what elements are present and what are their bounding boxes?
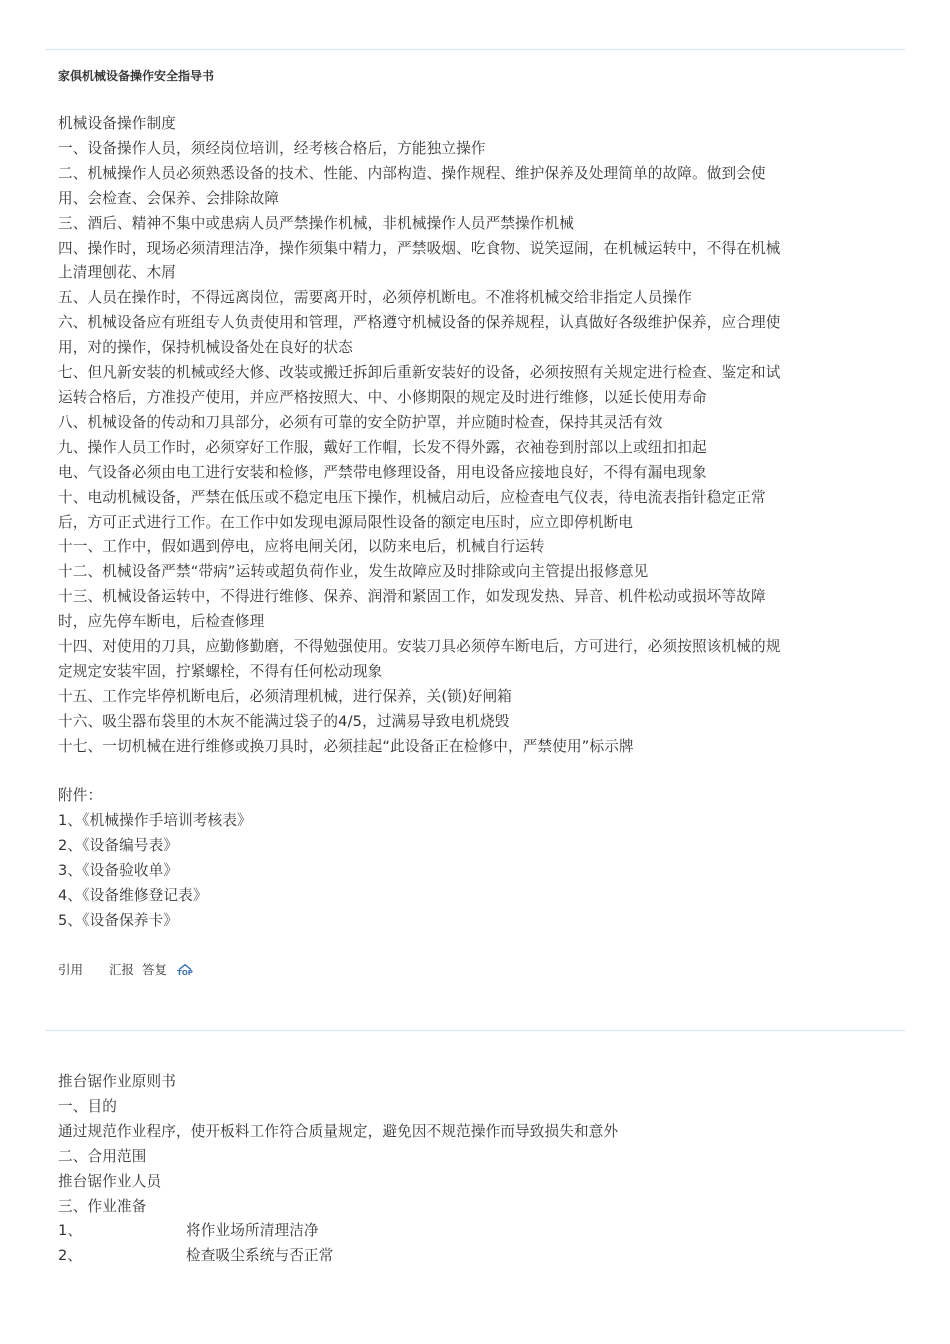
post-actions [58, 961, 193, 979]
section-line: 推台锯作业人员 [58, 1172, 162, 1190]
rule-line: 十二、机械设备严禁“带病”运转或超负荷作业，发生故障应及时排除或向主管提出报修意见 [58, 563, 649, 581]
post-2 [58, 1070, 898, 1269]
section-line: 二、合用范围 [58, 1147, 147, 1165]
step-text: 检查吸尘系统与否正常 [186, 1247, 334, 1265]
rule-line: 七、但凡新安装的机械或经大修、改装或搬迁拆卸后重新安装好的设备，必须按照有关规定进行检查、鉴定和试 [58, 364, 781, 382]
post-divider [45, 1030, 905, 1031]
attachments-label: 附件： [58, 787, 103, 805]
rule-line: 运转合格后，方准投产使用，并应严格按照大、中、小修期限的规定及时进行维修，以延长使用寿命 [58, 388, 707, 406]
rule-line: 八、机械设备的传动和刀具部分，必须有可靠的安全防护罩，并应随时检查，保持其灵活有效 [58, 413, 663, 431]
attachment-item: 2、《设备编号表》 [58, 837, 179, 855]
quote-link[interactable]: 引用 [58, 962, 84, 977]
rule-line: 时，应先停车断电，后检查修理 [58, 613, 265, 631]
post-divider-top [45, 49, 905, 50]
rule-line: 定规定安装牢固，拧紧螺栓，不得有任何松动现象 [58, 662, 383, 680]
rule-line: 五、人员在操作时，不得远离岗位，需要离开时，必须停机断电。不准将机械交给非指定人员操作 [58, 289, 692, 307]
step-text: 将作业场所清理洁净 [186, 1222, 319, 1240]
rule-line: 十四、对使用的刀具，应勤修勤磨，不得勉强使用。安装刀具必须停车断电后，方可进行，必须按照该机械的规 [58, 638, 781, 656]
rule-line: 二、机械操作人员必须熟悉设备的技术、性能、内部构造、操作规程、维护保养及处理简单的故障。做到会使 [58, 164, 766, 182]
rule-line: 一、设备操作人员，须经岗位培训，经考核合格后，方能独立操作 [58, 139, 486, 157]
section-heading: 机械设备操作制度 [58, 115, 176, 132]
post-title: 家俱机械设备操作安全指导书 [58, 69, 215, 83]
rule-line: 十七、一切机械在进行维修或换刀具时，必须挂起“此设备正在检修中，严禁使用”标示牌 [58, 737, 634, 755]
post-title: 推台锯作业原则书 [58, 1073, 176, 1090]
step-item [58, 1219, 898, 1244]
attachment-item: 3、《设备验收单》 [58, 862, 179, 880]
attachment-item: 1、《机械操作手培训考核表》 [58, 812, 252, 830]
post-content [58, 112, 898, 934]
rule-line: 十六、吸尘器布袋里的木灰不能满过袋子的4/5，过满易导致电机烧毁 [58, 712, 510, 730]
rule-line: 电、气设备必须由电工进行安装和检修，严禁带电修理设备，用电设备应接地良好，不得有漏电现象 [58, 463, 707, 481]
post-1 [58, 68, 898, 934]
rule-line: 十一、工作中，假如遇到停电，应将电闸关闭，以防来电后，机械自行运转 [58, 538, 545, 556]
back-to-top-icon[interactable] [177, 964, 193, 977]
step-item [58, 1244, 898, 1269]
reply-link[interactable]: 答复 [142, 962, 168, 977]
section-line: 一、目的 [58, 1097, 117, 1115]
report-link[interactable]: 汇报 [109, 962, 135, 977]
rule-line: 十、电动机械设备，严禁在低压或不稳定电压下操作，机械启动后，应检查电气仪表，待电流表指针稳定正常 [58, 488, 766, 506]
section-line: 通过规范作业程序，使开板料工作符合质量规定，避免因不规范操作而导致损失和意外 [58, 1122, 619, 1140]
post-content [58, 1070, 898, 1269]
section-line: 三、作业准备 [58, 1197, 147, 1215]
step-number: 1、 [58, 1222, 83, 1240]
rule-line: 十三、机械设备运转中，不得进行维修、保养、润滑和紧固工作，如发现发热、异音、机件松动或损坏等故障 [58, 588, 766, 606]
rule-line: 四、操作时，现场必须清理洁净，操作须集中精力，严禁吸烟、吃食物、说笑逗闹，在机械运转中，不得在机械 [58, 239, 781, 257]
rule-line: 上清理刨花、木屑 [58, 264, 176, 282]
rule-line: 三、酒后、精神不集中或患病人员严禁操作机械，非机械操作人员严禁操作机械 [58, 214, 575, 232]
rule-line: 后，方可正式进行工作。在工作中如发现电源局限性设备的额定电压时，应立即停机断电 [58, 513, 634, 531]
rule-line: 用、会检查、会保养、会排除故障 [58, 189, 280, 207]
rule-line: 十五、工作完毕停机断电后，必须清理机械，进行保养，关(锁)好闸箱 [58, 687, 513, 705]
top-label: TOP [177, 968, 193, 977]
attachment-item: 5、《设备保养卡》 [58, 911, 179, 929]
attachment-item: 4、《设备维修登记表》 [58, 887, 208, 905]
rule-line: 六、机械设备应有班组专人负责使用和管理，严格遵守机械设备的保养规程，认真做好各级维护保养，应合理使 [58, 314, 781, 332]
spacer [58, 760, 898, 785]
rule-line: 用，对的操作，保持机械设备处在良好的状态 [58, 339, 353, 357]
rule-line: 九、操作人员工作时，必须穿好工作服，戴好工作帽，长发不得外露，衣袖卷到肘部以上或纽扣扣起 [58, 438, 707, 456]
step-number: 2、 [58, 1247, 83, 1265]
